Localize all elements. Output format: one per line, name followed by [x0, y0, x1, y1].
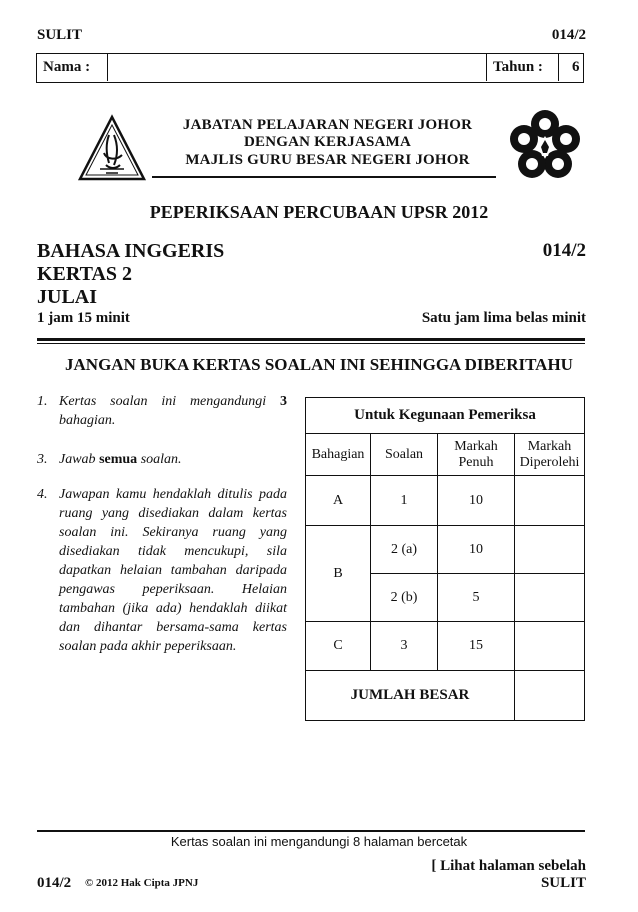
footer-separator — [37, 830, 585, 832]
row-section: A — [306, 476, 371, 526]
footer-classification: SULIT — [540, 875, 586, 891]
name-field[interactable] — [107, 54, 487, 81]
subject-code: 014/2 — [542, 240, 586, 261]
duration-long: Satu jam lima belas minit — [421, 310, 586, 326]
exam-title: PEPERIKSAAN PERCUBAAN UPSR 2012 — [149, 202, 489, 222]
instruction-number: 3. — [37, 452, 48, 467]
johor-crest-logo — [76, 113, 148, 185]
total-marks-input[interactable] — [515, 671, 585, 721]
pages-note: Kertas soalan ini mengandungi 8 halaman bercetak — [170, 834, 468, 849]
paper-number: KERTAS 2 — [37, 263, 133, 285]
table-row — [306, 622, 585, 671]
header-code: 014/2 — [551, 27, 586, 43]
flower-emblem-logo — [505, 106, 585, 186]
row-full-marks: 5 — [438, 574, 515, 622]
row-marks-obtained-input[interactable] — [515, 476, 585, 526]
org-line-1: JABATAN PELAJARAN NEGERI JOHOR — [182, 117, 473, 133]
instruction-number: 1. — [37, 394, 48, 409]
org-line-3: MAJLIS GURU BESAR NEGERI JOHOR — [185, 152, 470, 168]
table-total-row — [306, 671, 585, 721]
instruction-1 — [37, 392, 287, 432]
org-underline — [152, 176, 496, 178]
header-marks-obtained: Markah Diperolehi — [515, 434, 585, 476]
table-row — [306, 526, 585, 574]
table-row — [306, 476, 585, 526]
instruction-text: Jawab semua soalan. — [59, 452, 182, 467]
separator-thin — [37, 343, 585, 344]
examiner-marks-table — [305, 397, 585, 721]
instruction-text: Jawapan kamu hendaklah ditulis pada ruang yang disediakan dalam kertas soalan ini. Sekiranya ruang yang disediakan tidak mencukupi, sila dapatkan helaian tambahan daripada pengawas peperiksaan. Helaian tambahan (jika ada) hendaklah diikat dan dihantar bersama-sama kertas soalan pada akhir peperiksaan. — [59, 487, 287, 654]
row-marks-obtained-input[interactable] — [515, 526, 585, 574]
row-marks-obtained-input[interactable] — [515, 622, 585, 671]
name-row — [36, 53, 584, 83]
copyright: © 2012 Hak Cipta JPNJ — [85, 877, 199, 889]
row-question: 1 — [371, 476, 438, 526]
row-marks-obtained-input[interactable] — [515, 574, 585, 622]
year-label: Tahun : — [493, 59, 543, 75]
exam-month: JULAI — [37, 286, 98, 308]
warning-text: JANGAN BUKA KERTAS SOALAN INI SEHINGGA DIBERITAHU — [65, 355, 573, 374]
total-label: JUMLAH BESAR — [306, 671, 515, 721]
name-label: Nama : — [43, 59, 91, 75]
instruction-number: 4. — [37, 487, 48, 502]
row-question: 2 (b) — [371, 574, 438, 622]
footer-code: 014/2 — [37, 875, 72, 891]
year-value: 6 — [572, 59, 580, 75]
separator-thick — [37, 338, 585, 341]
next-page-note: [ Lihat halaman sebelah — [431, 858, 586, 874]
subject-name: BAHASA INGGERIS — [37, 240, 225, 262]
table-title: Untuk Kegunaan Pemeriksa — [306, 398, 585, 434]
instruction-3 — [37, 450, 287, 470]
header-full-marks: Markah Penuh — [438, 434, 515, 476]
instruction-text: Kertas soalan ini mengandungi 3 bahagian. — [59, 394, 287, 428]
org-line-2: DENGAN KERJASAMA — [244, 134, 411, 150]
row-section: B — [306, 526, 371, 622]
duration-short: 1 jam 15 minit — [37, 310, 130, 326]
header-section: Bahagian — [306, 434, 371, 476]
row-full-marks: 10 — [438, 526, 515, 574]
header-question: Soalan — [371, 434, 438, 476]
row-full-marks: 10 — [438, 476, 515, 526]
row-question: 2 (a) — [371, 526, 438, 574]
instruction-4 — [37, 485, 287, 675]
row-question: 3 — [371, 622, 438, 671]
header-classification: SULIT — [37, 27, 83, 43]
row-full-marks: 15 — [438, 622, 515, 671]
row-section: C — [306, 622, 371, 671]
year-divider — [558, 54, 559, 81]
